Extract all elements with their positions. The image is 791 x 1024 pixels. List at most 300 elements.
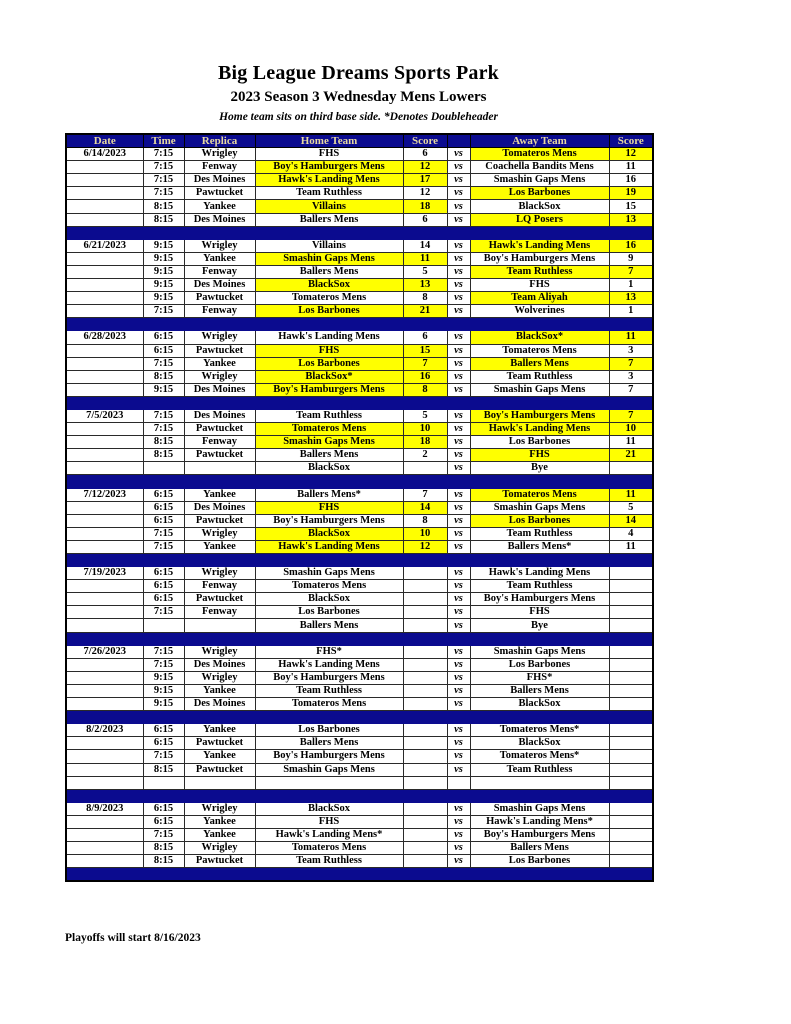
game-row bbox=[66, 776, 653, 789]
away-score-cell bbox=[609, 724, 653, 737]
away-score-cell: 10 bbox=[609, 423, 653, 436]
away-score-cell: 7 bbox=[609, 383, 653, 396]
game-row bbox=[66, 684, 653, 697]
game-row bbox=[66, 239, 653, 252]
away-team-cell: BlackSox* bbox=[470, 331, 609, 344]
vs-cell: vs bbox=[447, 737, 470, 750]
vs-cell: vs bbox=[447, 698, 470, 711]
vs-cell: vs bbox=[447, 763, 470, 776]
replica-cell: Des Moines bbox=[184, 213, 255, 226]
date-cell bbox=[66, 606, 143, 619]
away-team-cell: FHS bbox=[470, 449, 609, 462]
game-row bbox=[66, 828, 653, 841]
away-score-cell bbox=[609, 737, 653, 750]
replica-cell: Pawtucket bbox=[184, 449, 255, 462]
vs-cell: vs bbox=[447, 501, 470, 514]
game-row bbox=[66, 161, 653, 174]
away-team-cell: FHS bbox=[470, 606, 609, 619]
replica-cell: Yankee bbox=[184, 200, 255, 213]
vs-cell: vs bbox=[447, 148, 470, 161]
replica-cell: Wrigley bbox=[184, 645, 255, 658]
time-cell: 6:15 bbox=[143, 344, 184, 357]
game-row bbox=[66, 724, 653, 737]
replica-cell bbox=[184, 619, 255, 632]
vs-cell: vs bbox=[447, 436, 470, 449]
date-cell bbox=[66, 658, 143, 671]
time-cell: 6:15 bbox=[143, 802, 184, 815]
away-score-cell: 7 bbox=[609, 409, 653, 422]
vs-cell: vs bbox=[447, 174, 470, 187]
replica-cell: Pawtucket bbox=[184, 763, 255, 776]
vs-cell: vs bbox=[447, 540, 470, 553]
vs-cell: vs bbox=[447, 279, 470, 292]
away-score-cell bbox=[609, 658, 653, 671]
away-team-cell: Coachella Bandits Mens bbox=[470, 161, 609, 174]
time-cell: 9:15 bbox=[143, 671, 184, 684]
away-score-cell: 7 bbox=[609, 265, 653, 278]
home-score-cell bbox=[403, 855, 447, 868]
vs-cell: vs bbox=[447, 239, 470, 252]
away-team-cell: Team Ruthless bbox=[470, 763, 609, 776]
time-header: Time bbox=[143, 134, 184, 148]
replica-cell: Pawtucket bbox=[184, 344, 255, 357]
home-team-cell: Team Ruthless bbox=[255, 187, 403, 200]
vs-cell: vs bbox=[447, 252, 470, 265]
time-cell: 6:15 bbox=[143, 501, 184, 514]
date-cell bbox=[66, 671, 143, 684]
home-team-cell: FHS bbox=[255, 344, 403, 357]
home-score-cell bbox=[403, 462, 447, 475]
home-score-cell bbox=[403, 750, 447, 763]
page-subtitle: 2023 Season 3 Wednesday Mens Lowers bbox=[230, 89, 487, 105]
home-score-cell: 12 bbox=[403, 187, 447, 200]
time-cell: 8:15 bbox=[143, 449, 184, 462]
home-score-cell bbox=[403, 724, 447, 737]
home-score-cell: 5 bbox=[403, 409, 447, 422]
time-cell: 8:15 bbox=[143, 370, 184, 383]
away-score-cell: 19 bbox=[609, 187, 653, 200]
date-cell bbox=[66, 292, 143, 305]
home-score-cell bbox=[403, 606, 447, 619]
game-row bbox=[66, 423, 653, 436]
time-cell: 9:15 bbox=[143, 698, 184, 711]
away-team-cell: Hawk's Landing Mens* bbox=[470, 815, 609, 828]
home-team-cell: Ballers Mens bbox=[255, 737, 403, 750]
home-score-cell bbox=[403, 802, 447, 815]
time-cell: 9:15 bbox=[143, 279, 184, 292]
vs-cell: vs bbox=[447, 161, 470, 174]
game-row bbox=[66, 292, 653, 305]
home-team-cell: Tomateros Mens bbox=[255, 580, 403, 593]
date-cell: 6/21/2023 bbox=[66, 239, 143, 252]
replica-cell: Yankee bbox=[184, 724, 255, 737]
date-cell bbox=[66, 436, 143, 449]
away-score-cell: 11 bbox=[609, 436, 653, 449]
home-score-cell bbox=[403, 698, 447, 711]
home-team-cell: BlackSox bbox=[255, 279, 403, 292]
time-cell: 7:15 bbox=[143, 658, 184, 671]
replica-cell: Pawtucket bbox=[184, 292, 255, 305]
game-row bbox=[66, 148, 653, 161]
game-row bbox=[66, 449, 653, 462]
away-score-cell: 11 bbox=[609, 488, 653, 501]
vs-cell: vs bbox=[447, 357, 470, 370]
date-cell bbox=[66, 370, 143, 383]
home-score-cell: 10 bbox=[403, 527, 447, 540]
game-row bbox=[66, 606, 653, 619]
home-team-cell: Boy's Hamburgers Mens bbox=[255, 383, 403, 396]
game-row bbox=[66, 265, 653, 278]
away-team-cell: Los Barbones bbox=[470, 514, 609, 527]
away-team-cell: Team Ruthless bbox=[470, 527, 609, 540]
away-team-cell: Hawk's Landing Mens bbox=[470, 239, 609, 252]
date-cell bbox=[66, 501, 143, 514]
away-score-cell: 1 bbox=[609, 305, 653, 318]
replica-cell: Yankee bbox=[184, 540, 255, 553]
game-row bbox=[66, 344, 653, 357]
date-cell bbox=[66, 423, 143, 436]
vs-cell: vs bbox=[447, 815, 470, 828]
away-score-cell: 3 bbox=[609, 370, 653, 383]
game-row bbox=[66, 750, 653, 763]
time-cell bbox=[143, 619, 184, 632]
game-row bbox=[66, 698, 653, 711]
date-cell bbox=[66, 619, 143, 632]
date-cell bbox=[66, 383, 143, 396]
away-score-cell: 1 bbox=[609, 279, 653, 292]
game-row bbox=[66, 815, 653, 828]
game-row bbox=[66, 436, 653, 449]
home-team-cell: Boy's Hamburgers Mens bbox=[255, 514, 403, 527]
home-score-cell bbox=[403, 737, 447, 750]
time-cell: 6:15 bbox=[143, 593, 184, 606]
game-row bbox=[66, 383, 653, 396]
away-team-cell bbox=[470, 776, 609, 789]
away-score-cell: 13 bbox=[609, 292, 653, 305]
vs-cell: vs bbox=[447, 750, 470, 763]
replica-cell: Des Moines bbox=[184, 658, 255, 671]
game-row bbox=[66, 619, 653, 632]
away-team-cell: Tomateros Mens bbox=[470, 488, 609, 501]
vs-cell: vs bbox=[447, 645, 470, 658]
date-cell: 6/28/2023 bbox=[66, 331, 143, 344]
away-team-cell: Los Barbones bbox=[470, 436, 609, 449]
home-team-cell: FHS bbox=[255, 148, 403, 161]
home-team-cell: Ballers Mens bbox=[255, 619, 403, 632]
home-score-cell: 6 bbox=[403, 331, 447, 344]
vs-cell: vs bbox=[447, 344, 470, 357]
date-cell bbox=[66, 279, 143, 292]
home-score-cell: 16 bbox=[403, 370, 447, 383]
away-score-cell: 15 bbox=[609, 200, 653, 213]
home-team-cell: BlackSox bbox=[255, 802, 403, 815]
vs-cell: vs bbox=[447, 684, 470, 697]
away-team-cell: Los Barbones bbox=[470, 658, 609, 671]
time-cell: 6:15 bbox=[143, 514, 184, 527]
home-score-cell bbox=[403, 580, 447, 593]
replica-cell: Des Moines bbox=[184, 409, 255, 422]
home-score-cell: 18 bbox=[403, 200, 447, 213]
replica-cell bbox=[184, 776, 255, 789]
time-cell: 7:15 bbox=[143, 828, 184, 841]
game-row bbox=[66, 370, 653, 383]
vs-cell: vs bbox=[447, 619, 470, 632]
replica-cell: Yankee bbox=[184, 488, 255, 501]
time-cell: 8:15 bbox=[143, 436, 184, 449]
replica-cell: Des Moines bbox=[184, 698, 255, 711]
away-score-cell bbox=[609, 462, 653, 475]
home-score-cell: 15 bbox=[403, 344, 447, 357]
home-team-cell: BlackSox bbox=[255, 593, 403, 606]
game-row bbox=[66, 580, 653, 593]
date-cell bbox=[66, 580, 143, 593]
replica-cell: Wrigley bbox=[184, 802, 255, 815]
vs-column-header bbox=[447, 134, 470, 148]
vs-cell: vs bbox=[447, 514, 470, 527]
home-score-cell: 7 bbox=[403, 488, 447, 501]
game-row bbox=[66, 501, 653, 514]
home-score-cell: 14 bbox=[403, 239, 447, 252]
time-cell: 6:15 bbox=[143, 567, 184, 580]
separator-row bbox=[66, 632, 653, 645]
replica-cell: Wrigley bbox=[184, 331, 255, 344]
date-cell: 7/26/2023 bbox=[66, 645, 143, 658]
date-cell: 7/19/2023 bbox=[66, 567, 143, 580]
replica-cell: Wrigley bbox=[184, 239, 255, 252]
away-team-cell: Hawk's Landing Mens bbox=[470, 423, 609, 436]
vs-cell: vs bbox=[447, 488, 470, 501]
home-team-cell: Smashin Gaps Mens bbox=[255, 436, 403, 449]
home-score-cell: 12 bbox=[403, 161, 447, 174]
vs-cell: vs bbox=[447, 409, 470, 422]
page-title: Big League Dreams Sports Park bbox=[218, 62, 499, 84]
home-team-cell: Team Ruthless bbox=[255, 855, 403, 868]
away-team-cell: Tomateros Mens* bbox=[470, 724, 609, 737]
away-team-cell: LQ Posers bbox=[470, 213, 609, 226]
date-cell bbox=[66, 213, 143, 226]
header-row bbox=[66, 134, 653, 148]
time-cell: 7:15 bbox=[143, 357, 184, 370]
time-cell: 6:15 bbox=[143, 580, 184, 593]
game-row bbox=[66, 842, 653, 855]
home-team-cell bbox=[255, 776, 403, 789]
replica-cell: Wrigley bbox=[184, 370, 255, 383]
replica-cell: Yankee bbox=[184, 815, 255, 828]
home-team-cell: Tomateros Mens bbox=[255, 698, 403, 711]
home-score-cell bbox=[403, 684, 447, 697]
replica-cell: Yankee bbox=[184, 252, 255, 265]
away-score-cell bbox=[609, 750, 653, 763]
replica-cell: Wrigley bbox=[184, 671, 255, 684]
time-cell: 7:15 bbox=[143, 187, 184, 200]
away-team-cell: Boy's Hamburgers Mens bbox=[470, 593, 609, 606]
replica-cell: Fenway bbox=[184, 265, 255, 278]
vs-cell: vs bbox=[447, 462, 470, 475]
home-team-cell: Ballers Mens bbox=[255, 449, 403, 462]
replica-cell: Des Moines bbox=[184, 174, 255, 187]
vs-cell: vs bbox=[447, 593, 470, 606]
away-score-cell: 16 bbox=[609, 239, 653, 252]
time-cell: 9:15 bbox=[143, 383, 184, 396]
date-cell bbox=[66, 737, 143, 750]
date-cell: 7/5/2023 bbox=[66, 409, 143, 422]
home-score-cell bbox=[403, 828, 447, 841]
date-cell bbox=[66, 684, 143, 697]
away-score-cell bbox=[609, 645, 653, 658]
vs-cell: vs bbox=[447, 449, 470, 462]
home-team-cell: Villains bbox=[255, 239, 403, 252]
score-header: Score bbox=[609, 134, 653, 148]
home-score-cell bbox=[403, 671, 447, 684]
replica-cell bbox=[184, 462, 255, 475]
vs-cell: vs bbox=[447, 671, 470, 684]
home-team-cell: Tomateros Mens bbox=[255, 842, 403, 855]
date-cell bbox=[66, 161, 143, 174]
vs-cell bbox=[447, 776, 470, 789]
game-row bbox=[66, 279, 653, 292]
away-score-cell bbox=[609, 698, 653, 711]
separator-row bbox=[66, 711, 653, 724]
away-score-cell bbox=[609, 842, 653, 855]
home-score-cell: 13 bbox=[403, 279, 447, 292]
home-score-cell: 10 bbox=[403, 423, 447, 436]
home-score-cell: 8 bbox=[403, 383, 447, 396]
replica-cell: Wrigley bbox=[184, 527, 255, 540]
separator-row bbox=[66, 396, 653, 409]
home-team-cell: Smashin Gaps Mens bbox=[255, 252, 403, 265]
date-cell bbox=[66, 842, 143, 855]
home-score-cell bbox=[403, 776, 447, 789]
away-team-header: Away Team bbox=[470, 134, 609, 148]
away-score-cell: 11 bbox=[609, 161, 653, 174]
date-cell bbox=[66, 200, 143, 213]
game-row bbox=[66, 855, 653, 868]
home-score-cell bbox=[403, 763, 447, 776]
away-score-cell bbox=[609, 763, 653, 776]
home-team-cell: FHS bbox=[255, 501, 403, 514]
replica-cell: Des Moines bbox=[184, 383, 255, 396]
replica-cell: Fenway bbox=[184, 161, 255, 174]
time-cell: 9:15 bbox=[143, 252, 184, 265]
away-team-cell: Los Barbones bbox=[470, 855, 609, 868]
away-team-cell: Bye bbox=[470, 619, 609, 632]
replica-cell: Des Moines bbox=[184, 501, 255, 514]
date-cell: 7/12/2023 bbox=[66, 488, 143, 501]
home-team-cell: Boy's Hamburgers Mens bbox=[255, 161, 403, 174]
away-team-cell: BlackSox bbox=[470, 200, 609, 213]
table-header-row bbox=[66, 134, 653, 148]
home-team-cell: FHS* bbox=[255, 645, 403, 658]
replica-cell: Fenway bbox=[184, 580, 255, 593]
away-team-cell: Smashin Gaps Mens bbox=[470, 645, 609, 658]
date-cell bbox=[66, 174, 143, 187]
home-team-cell: BlackSox* bbox=[255, 370, 403, 383]
away-team-cell: Smashin Gaps Mens bbox=[470, 802, 609, 815]
home-team-cell: Hawk's Landing Mens* bbox=[255, 828, 403, 841]
home-team-cell: Team Ruthless bbox=[255, 684, 403, 697]
game-row bbox=[66, 658, 653, 671]
game-row bbox=[66, 357, 653, 370]
home-score-cell: 2 bbox=[403, 449, 447, 462]
time-cell: 6:15 bbox=[143, 488, 184, 501]
home-score-cell bbox=[403, 619, 447, 632]
playoffs-note: Playoffs will start 8/16/2023 bbox=[65, 932, 201, 944]
home-team-cell: Los Barbones bbox=[255, 357, 403, 370]
date-header: Date bbox=[66, 134, 143, 148]
away-team-cell: Wolverines bbox=[470, 305, 609, 318]
away-team-cell: Los Barbones bbox=[470, 187, 609, 200]
time-cell: 6:15 bbox=[143, 724, 184, 737]
date-cell bbox=[66, 449, 143, 462]
away-team-cell: Team Ruthless bbox=[470, 580, 609, 593]
away-team-cell: Tomateros Mens* bbox=[470, 750, 609, 763]
away-score-cell bbox=[609, 802, 653, 815]
replica-cell: Yankee bbox=[184, 357, 255, 370]
vs-cell: vs bbox=[447, 187, 470, 200]
date-cell bbox=[66, 698, 143, 711]
separator-row bbox=[66, 789, 653, 802]
time-cell: 7:15 bbox=[143, 423, 184, 436]
replica-cell: Pawtucket bbox=[184, 593, 255, 606]
date-cell: 8/2/2023 bbox=[66, 724, 143, 737]
away-score-cell: 21 bbox=[609, 449, 653, 462]
replica-cell: Fenway bbox=[184, 436, 255, 449]
home-score-cell: 11 bbox=[403, 252, 447, 265]
game-row bbox=[66, 527, 653, 540]
away-team-cell: FHS bbox=[470, 279, 609, 292]
away-score-cell: 14 bbox=[609, 514, 653, 527]
home-score-cell bbox=[403, 815, 447, 828]
game-row bbox=[66, 802, 653, 815]
away-score-cell bbox=[609, 776, 653, 789]
home-team-cell: Ballers Mens bbox=[255, 213, 403, 226]
away-team-cell: Hawk's Landing Mens bbox=[470, 567, 609, 580]
replica-cell: Wrigley bbox=[184, 148, 255, 161]
away-score-cell: 12 bbox=[609, 148, 653, 161]
vs-cell: vs bbox=[447, 855, 470, 868]
game-row bbox=[66, 462, 653, 475]
away-score-cell: 11 bbox=[609, 331, 653, 344]
vs-cell: vs bbox=[447, 606, 470, 619]
date-cell bbox=[66, 855, 143, 868]
home-score-cell: 14 bbox=[403, 501, 447, 514]
time-cell: 7:15 bbox=[143, 606, 184, 619]
replica-cell: Yankee bbox=[184, 750, 255, 763]
vs-cell: vs bbox=[447, 527, 470, 540]
date-cell bbox=[66, 305, 143, 318]
home-score-cell bbox=[403, 658, 447, 671]
home-team-cell: BlackSox bbox=[255, 462, 403, 475]
home-team-cell: Boy's Hamburgers Mens bbox=[255, 671, 403, 684]
date-cell bbox=[66, 357, 143, 370]
time-cell bbox=[143, 776, 184, 789]
date-cell bbox=[66, 540, 143, 553]
game-row bbox=[66, 540, 653, 553]
game-row bbox=[66, 305, 653, 318]
game-row bbox=[66, 593, 653, 606]
home-team-cell: Hawk's Landing Mens bbox=[255, 331, 403, 344]
vs-cell: vs bbox=[447, 828, 470, 841]
date-cell bbox=[66, 815, 143, 828]
time-cell: 7:15 bbox=[143, 161, 184, 174]
vs-cell: vs bbox=[447, 383, 470, 396]
vs-cell: vs bbox=[447, 658, 470, 671]
away-score-cell bbox=[609, 580, 653, 593]
time-cell: 8:15 bbox=[143, 763, 184, 776]
home-score-cell: 6 bbox=[403, 148, 447, 161]
away-team-cell: Smashin Gaps Mens bbox=[470, 174, 609, 187]
away-team-cell: Boy's Hamburgers Mens bbox=[470, 409, 609, 422]
